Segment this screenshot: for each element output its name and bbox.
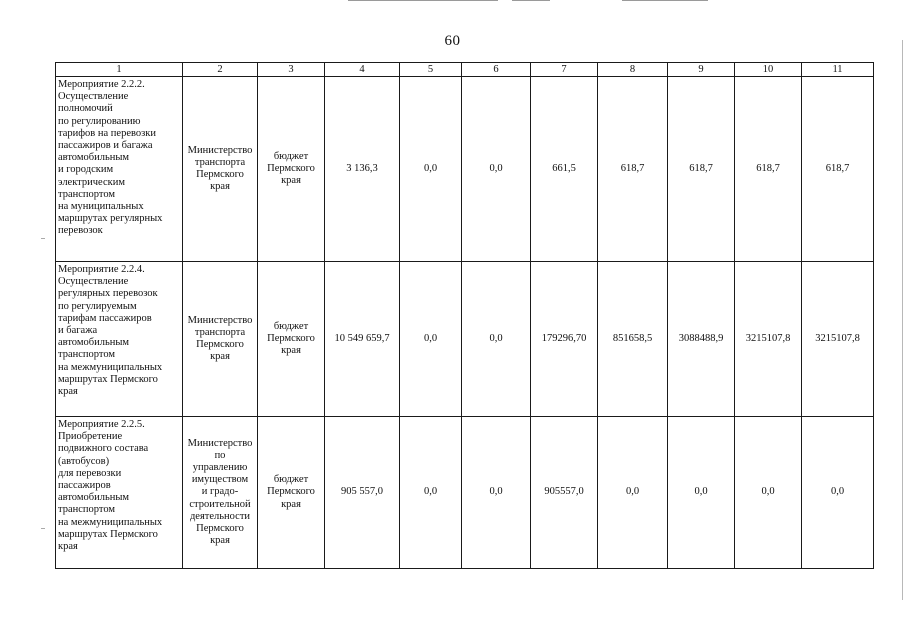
executor-cell: [183, 77, 258, 262]
value-cell: 3215107,8: [735, 262, 802, 417]
activity-line: по регулированию: [58, 115, 141, 127]
value-cell: 0,0: [598, 417, 668, 569]
activity-line: и городским: [58, 164, 114, 176]
activity-line: транспортом: [58, 504, 116, 516]
column-header: 10: [735, 63, 802, 77]
funding-source-cell: [258, 417, 325, 569]
value-cell: 0,0: [735, 417, 802, 569]
column-header: 3: [258, 63, 325, 77]
activity-line: Осуществление: [58, 276, 129, 288]
value-cell: 618,7: [735, 77, 802, 262]
activity-line: по регулируемым: [58, 300, 137, 312]
value-cell: 0,0: [462, 77, 531, 262]
executor-line: края: [210, 351, 230, 363]
value-cell: 0,0: [400, 417, 462, 569]
executor-cell: [183, 262, 258, 417]
value-cell: 618,7: [802, 77, 874, 262]
executor-line: края: [210, 535, 230, 547]
activity-line: (автобусов): [58, 455, 110, 467]
activity-line: тарифов на перевозки: [58, 127, 156, 139]
source-line: Пермского: [267, 332, 315, 344]
executor-line: Пермского: [196, 339, 244, 350]
value-cell: 0,0: [462, 417, 531, 569]
column-header: 7: [531, 63, 598, 77]
value-cell: 905557,0: [531, 417, 598, 569]
activity-line: и багажа: [58, 325, 98, 337]
activity-line: автомобильным: [58, 492, 130, 504]
value-cell: 851658,5: [598, 262, 668, 417]
executor-line: Пермского: [196, 523, 244, 534]
total-cell: 10 549 659,7: [325, 262, 400, 417]
activity-line: пассажиров: [58, 480, 111, 492]
source-line: бюджет: [273, 320, 309, 332]
executor-line: Пермского: [196, 169, 244, 180]
activity-cell: [56, 77, 183, 262]
activity-line: подвижного состава: [58, 443, 149, 455]
value-cell: 0,0: [400, 77, 462, 262]
value-cell: 0,0: [802, 417, 874, 569]
activity-line: на межмуниципальных: [58, 361, 163, 373]
header-row: [56, 63, 874, 77]
scan-mark-2: [512, 0, 550, 1]
value-cell: 0,0: [462, 262, 531, 417]
activity-line: маршрутах Пермского: [58, 373, 158, 385]
value-cell: 3215107,8: [802, 262, 874, 417]
activity-line: пассажиров и багажа: [58, 140, 153, 152]
activity-line: Осуществление: [58, 91, 129, 103]
source-line: Пермского: [267, 162, 315, 174]
activity-line: Мероприятие 2.2.2.: [58, 79, 145, 90]
executor-line: строительной: [189, 498, 251, 510]
activity-line: автомобильным: [58, 337, 130, 349]
column-header: 1: [56, 63, 183, 77]
activity-line: автомобильным: [58, 152, 130, 164]
activity-cell: [56, 262, 183, 417]
executor-line: Министерство: [187, 314, 253, 326]
activity-line: на межмуниципальных: [58, 516, 163, 528]
executor-line: транспорта: [194, 156, 246, 168]
activity-line: транспортом: [58, 349, 116, 361]
budget-table: [55, 62, 874, 569]
executor-line: и градо-: [201, 486, 239, 498]
column-header: 5: [400, 63, 462, 77]
activity-line: края: [58, 386, 78, 398]
page-number: 60: [444, 33, 461, 49]
value-cell: 179296,70: [531, 262, 598, 417]
binder-tick-2: [41, 528, 45, 529]
source-line: края: [281, 175, 301, 187]
activity-line: тарифам пассажиров: [58, 312, 152, 324]
table-row: [56, 417, 874, 569]
executor-line: по: [214, 449, 226, 461]
funding-source-cell: [258, 77, 325, 262]
value-cell: 661,5: [531, 77, 598, 262]
table-row: [56, 262, 874, 417]
table-row: [56, 77, 874, 262]
source-line: Пермского: [267, 486, 315, 498]
executor-line: деятельности: [189, 510, 251, 522]
activity-line: транспортом: [58, 188, 116, 200]
source-line: бюджет: [273, 474, 309, 486]
total-cell: 3 136,3: [325, 77, 400, 262]
scan-edge-rule: [902, 40, 903, 600]
activity-line: перевозок: [58, 225, 103, 237]
activity-line: Мероприятие 2.2.4.: [58, 264, 145, 275]
executor-line: имуществом: [191, 474, 249, 486]
activity-line: для перевозки: [58, 467, 122, 479]
source-line: бюджет: [273, 150, 309, 162]
total-cell: 905 557,0: [325, 417, 400, 569]
value-cell: 3088488,9: [668, 262, 735, 417]
source-line: края: [281, 498, 301, 510]
scan-mark-1: [348, 0, 498, 1]
binder-tick-1: [41, 238, 45, 239]
executor-cell: [183, 417, 258, 569]
column-header: 11: [802, 63, 874, 77]
column-header: 2: [183, 63, 258, 77]
column-header: 4: [325, 63, 400, 77]
scan-mark-3: [622, 0, 708, 1]
activity-cell: [56, 417, 183, 569]
value-cell: 0,0: [400, 262, 462, 417]
executor-line: края: [210, 181, 230, 193]
activity-line: на муниципальных: [58, 201, 144, 213]
column-header: 6: [462, 63, 531, 77]
value-cell: 618,7: [598, 77, 668, 262]
activity-line: полномочий: [58, 103, 113, 115]
activity-line: электрическим: [58, 176, 125, 188]
executor-line: управлению: [192, 461, 248, 473]
activity-line: Мероприятие 2.2.5.: [58, 419, 145, 430]
source-line: края: [281, 345, 301, 357]
column-header: 9: [668, 63, 735, 77]
activity-line: маршрутах Пермского: [58, 528, 158, 540]
funding-source-cell: [258, 262, 325, 417]
activity-line: края: [58, 541, 78, 553]
activity-line: маршрутах регулярных: [58, 213, 163, 225]
executor-line: Министерство: [187, 144, 253, 156]
executor-line: Министерство: [187, 437, 253, 449]
value-cell: 618,7: [668, 77, 735, 262]
executor-line: транспорта: [194, 326, 246, 338]
column-header: 8: [598, 63, 668, 77]
activity-line: регулярных перевозок: [58, 288, 158, 300]
value-cell: 0,0: [668, 417, 735, 569]
activity-line: Приобретение: [58, 431, 123, 443]
